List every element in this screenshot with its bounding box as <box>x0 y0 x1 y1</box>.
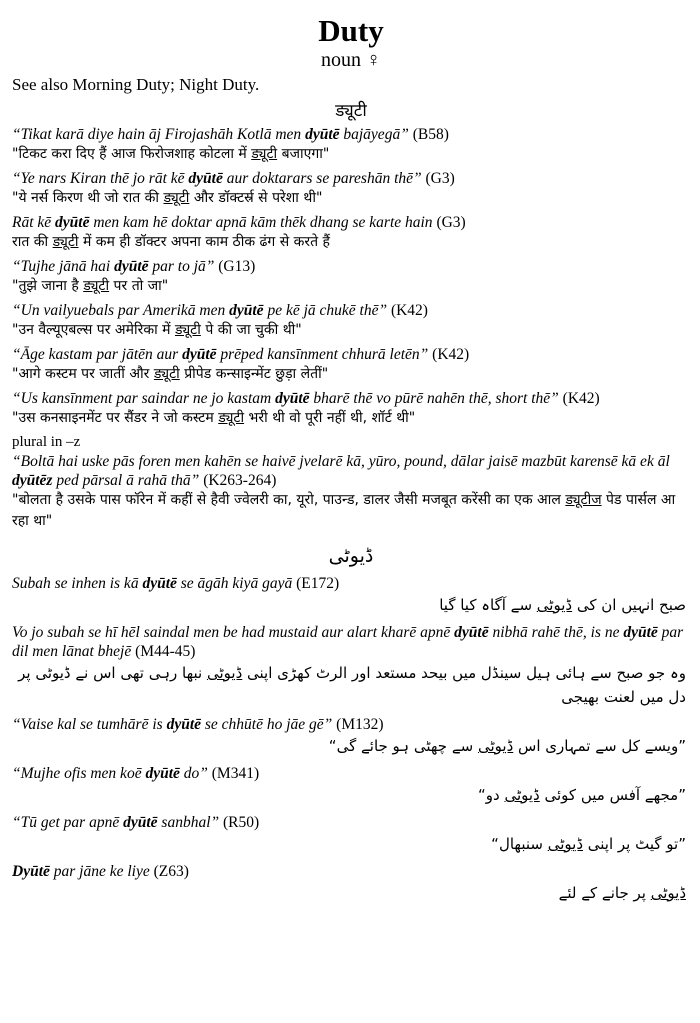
script-text: पे की जा चुकी थी" <box>200 322 302 338</box>
headword-underlined: ड्यूटी <box>163 190 190 206</box>
source-citation: (K42) <box>387 302 428 319</box>
script-text: भरी थी वो पूरी नहीं थी, शॉर्ट थी" <box>244 410 416 426</box>
hindi-text <box>12 490 690 532</box>
translit-text: “Un vailyuebals par Amerikā men <box>12 302 230 319</box>
source-citation: (G3) <box>432 214 466 231</box>
translit-text: “Mujhe ofis men koē <box>12 765 146 782</box>
headword-highlight: dyūtē <box>188 170 223 187</box>
script-text: पेड पार्सल आ रहा था" <box>12 492 676 529</box>
headword-highlight: dyūtē <box>55 214 90 231</box>
see-also: See also Morning Duty; Night Duty. <box>12 75 260 94</box>
headword-underlined: ڈیوٹی <box>206 664 243 682</box>
script-text: बजाएगा" <box>277 146 330 162</box>
transliteration <box>12 213 690 232</box>
source-citation: (Z63) <box>149 863 189 880</box>
transliteration <box>12 862 690 881</box>
source-citation: (G3) <box>421 170 455 187</box>
headword-underlined: ड्यूटी <box>83 278 110 294</box>
hindi-text <box>12 144 690 165</box>
source-citation: (K263-264) <box>199 472 277 489</box>
script-text: "टिकट करा दिए हैं आज फिरोजशाह कोटला में <box>12 146 252 162</box>
headword-highlight: dyūtē <box>229 302 264 319</box>
example-entry <box>12 764 690 807</box>
script-text: "बोलता है उसके पास फॉरेन में कहीं से हैवी ज्वेलरी का, यूरो, पाउन्ड, डालर जैसी मजबूत करेंसी का एक आल <box>12 492 566 508</box>
translit-text: se āgāh kiyā gayā <box>176 575 293 592</box>
translit-text: “Us kansīnment par saindar ne jo kastam <box>12 390 276 407</box>
source-citation: (M341) <box>207 765 260 782</box>
part-of-speech: noun ♀ <box>321 49 381 71</box>
headword-underlined: ड्यूटी <box>174 322 201 338</box>
headword-highlight: dyūtē <box>623 624 658 641</box>
script-text: سے چھٹی ہو جائے گی“ <box>328 737 478 755</box>
headword-highlight: dyūtē <box>166 716 201 733</box>
hindi-text <box>12 364 690 385</box>
headword-highlight: dyūtē <box>182 346 217 363</box>
entry-title: Duty <box>318 13 384 48</box>
script-text: रात की <box>12 234 53 250</box>
headword-highlight: dyūtē <box>123 814 158 831</box>
translit-text: do” <box>179 765 208 782</box>
headword-underlined: ड्यूटी <box>218 410 245 426</box>
translit-text: Rāt kē <box>12 214 56 231</box>
script-text: "उस कनसाइनमेंट पर सैंडर ने जो कस्टम <box>12 410 219 426</box>
transliteration <box>12 574 690 593</box>
script-text: پر جانے کے لئے <box>558 884 651 902</box>
script-text: وہ جو صبح سے ہائی ہیل سینڈل میں بیحد مستعد اور الرٹ کھڑی اپنی <box>242 664 686 682</box>
script-text: पर तो जा" <box>109 278 169 294</box>
transliteration <box>12 715 690 734</box>
headword-highlight: Dyūtē <box>12 863 50 880</box>
headword-underlined: ڈیوٹی <box>547 835 583 853</box>
headword-underlined: ڈیوٹی <box>477 737 514 755</box>
translit-text: par jāne ke liye <box>49 863 150 880</box>
script-text: "आगे कस्टम पर जातीं और <box>12 366 154 382</box>
example-entry <box>12 574 690 617</box>
translit-text: par dil men lānat bhejē <box>12 624 684 660</box>
hindi-text <box>12 232 690 253</box>
source-citation: (K42) <box>558 390 600 407</box>
script-text: "उन वैल्यूएबल्स पर अमेरिका में <box>12 322 175 338</box>
translit-text: sanbhal” <box>157 814 220 831</box>
script-text: "तुझे जाना है <box>12 278 84 294</box>
transliteration <box>12 452 690 490</box>
headword-underlined: ड्यूटी <box>153 366 180 382</box>
example-entry <box>12 169 690 209</box>
headword-highlight: dyūtē <box>454 624 489 641</box>
script-text: ”مجھے آفس میں کوئی <box>539 786 686 804</box>
headword-highlight: dyūtē <box>305 126 340 143</box>
example-entry <box>12 125 690 165</box>
transliteration <box>12 125 690 144</box>
translit-text: “Tujhe jānā hai <box>12 258 115 275</box>
translit-text: bajāyegā” <box>339 126 409 143</box>
transliteration <box>12 169 690 188</box>
headword-underlined: ड्यूटी <box>251 146 278 162</box>
headword-highlight: dyūtē <box>275 390 310 407</box>
translit-text: bharē thē vo pūrē nahēn thē, short thē” <box>309 390 559 407</box>
headword-underlined: ڈیوٹی <box>650 884 686 902</box>
urdu-text <box>12 832 690 856</box>
transliteration <box>12 623 690 661</box>
script-text: نبھا رہی تھی اس نے ڈیوٹی پر دل میں لعنت بھیجی <box>18 664 686 706</box>
urdu-text <box>12 783 690 807</box>
source-citation: (M44-45) <box>131 643 196 660</box>
example-entry <box>12 257 690 297</box>
translit-text: nibhā rahē thē, is ne <box>488 624 624 641</box>
translit-text: pe kē jā chukē thē” <box>263 302 388 319</box>
transliteration <box>12 345 690 364</box>
hindi-text <box>12 408 690 429</box>
example-entry <box>12 345 690 385</box>
transliteration <box>12 813 690 832</box>
headword-highlight: dyūtē <box>142 575 177 592</box>
translit-text: prēped kansīnment chhurā letēn” <box>216 346 429 363</box>
plural-note: plural in –z <box>12 434 81 450</box>
source-citation: (R50) <box>219 814 260 831</box>
example-entry <box>12 813 690 856</box>
headword-underlined: ڈیوٹی <box>504 786 540 804</box>
translit-text: ped pārsal ā rahā thā” <box>52 472 200 489</box>
headword-underlined: ड्यूटीज <box>565 492 602 508</box>
translit-text: men kam hē doktar apnā kām thēk dhang se karte hain <box>89 214 433 231</box>
translit-text: “Tikat karā diye hain āj Firojashāh Kotlā men <box>12 126 306 143</box>
example-entry <box>12 715 690 758</box>
headword-underlined: ड्यूटी <box>52 234 79 250</box>
translit-text: “Vaise kal se tumhārē is <box>12 716 167 733</box>
script-text: سے آگاہ کیا گیا <box>439 596 537 614</box>
script-text: ”تو گیٹ پر اپنی <box>583 835 686 853</box>
example-entry <box>12 213 690 253</box>
script-text: में कम ही डॉक्टर अपना काम ठीक ढंग से करते हैं <box>78 234 330 250</box>
source-citation: (B58) <box>408 126 449 143</box>
transliteration <box>12 301 690 320</box>
example-entry <box>12 452 690 532</box>
source-citation: (G13) <box>214 258 256 275</box>
example-entry <box>12 862 690 905</box>
translit-text: “Tū get par apnē <box>12 814 124 831</box>
translit-text: “Ye nars Kiran thē jo rāt kē <box>12 170 189 187</box>
urdu-text <box>12 881 690 905</box>
script-text: دو“ <box>477 786 505 804</box>
script-text: "ये नर्स किरण थी जो रात की <box>12 190 164 206</box>
example-entry <box>12 389 690 429</box>
source-citation: (M132) <box>332 716 384 733</box>
hindi-entries <box>12 125 690 532</box>
headword-highlight: dyūtē <box>145 765 180 782</box>
translit-text: “Āge kastam par jātēn aur <box>12 346 183 363</box>
script-text: سنبھال“ <box>491 835 548 853</box>
translit-text: “Boltā hai uske pās foren men kahēn se haivē jvelarē kā, yūro, pound, dālar jaisē mazbūt karensē kā ek āl <box>12 453 670 470</box>
script-text: प्रीपेड कन्साइन्मेंट छुड़ा लेतीं" <box>179 366 329 382</box>
transliteration <box>12 764 690 783</box>
hindi-heading: ड्यूटी <box>335 101 367 121</box>
translit-text: se chhūtē ho jāe gē” <box>201 716 333 733</box>
translit-text: Subah se inhen is kā <box>12 575 143 592</box>
script-text: صبح انہیں ان کی <box>572 596 686 614</box>
headword-highlight: dyūtē <box>114 258 149 275</box>
urdu-entries <box>12 574 690 905</box>
headword-underlined: ڈیوٹی <box>536 596 573 614</box>
translit-text: Vo jo subah se hī hēl saindal men be had mustaid aur alart kharē apnē <box>12 624 455 641</box>
hindi-text <box>12 188 690 209</box>
urdu-text <box>12 734 690 758</box>
hindi-text <box>12 276 690 297</box>
source-citation: (E172) <box>292 575 340 592</box>
translit-text: par to jā” <box>148 258 215 275</box>
urdu-text <box>12 661 690 709</box>
source-citation: (K42) <box>428 346 470 363</box>
example-entry <box>12 301 690 341</box>
urdu-heading: ڈیوٹی <box>328 545 374 567</box>
urdu-text <box>12 593 690 617</box>
headword-highlight: dyūtēz <box>12 472 53 489</box>
script-text: ”ویسے کل سے تمہاری اس <box>513 737 686 755</box>
transliteration <box>12 257 690 276</box>
hindi-text <box>12 320 690 341</box>
script-text: और डॉक्टर्स्र से परेशा थी" <box>189 190 323 206</box>
example-entry <box>12 623 690 709</box>
translit-text: aur doktarars se pareshān thē” <box>222 170 422 187</box>
transliteration <box>12 389 690 408</box>
